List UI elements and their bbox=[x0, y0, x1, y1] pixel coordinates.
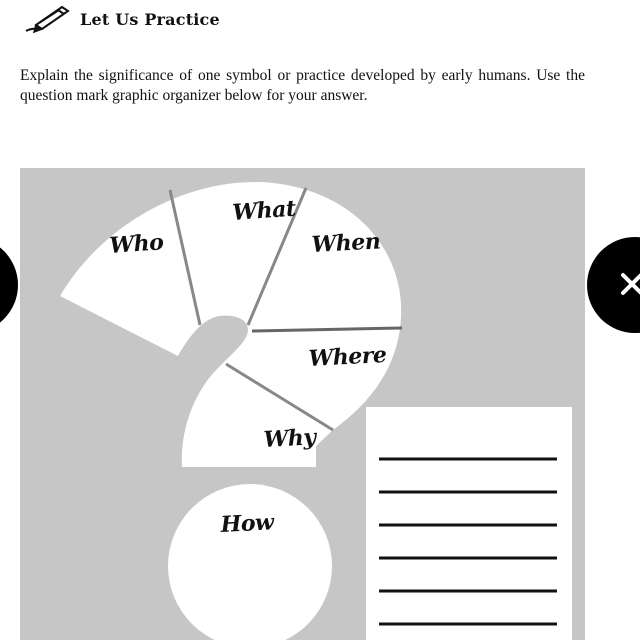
label-when: When bbox=[310, 228, 381, 258]
instructions-text: Explain the significance of one symbol or practice developed by early humans. Use the question mark graphic organizer below for your answer. bbox=[20, 67, 585, 104]
section-header bbox=[22, 2, 220, 36]
pen-writing-icon bbox=[22, 3, 72, 35]
section-title: Let Us Practice bbox=[80, 9, 220, 29]
label-who: Who bbox=[108, 229, 165, 259]
label-why: Why bbox=[262, 424, 317, 453]
label-what: What bbox=[231, 195, 297, 226]
next-button[interactable] bbox=[587, 237, 640, 333]
close-icon bbox=[617, 269, 640, 299]
question-mark-graphic-organizer bbox=[20, 168, 585, 640]
previous-button[interactable] bbox=[0, 237, 18, 333]
organizer-graphic bbox=[20, 168, 585, 640]
label-where: Where bbox=[307, 341, 388, 372]
label-how: How bbox=[219, 509, 275, 538]
